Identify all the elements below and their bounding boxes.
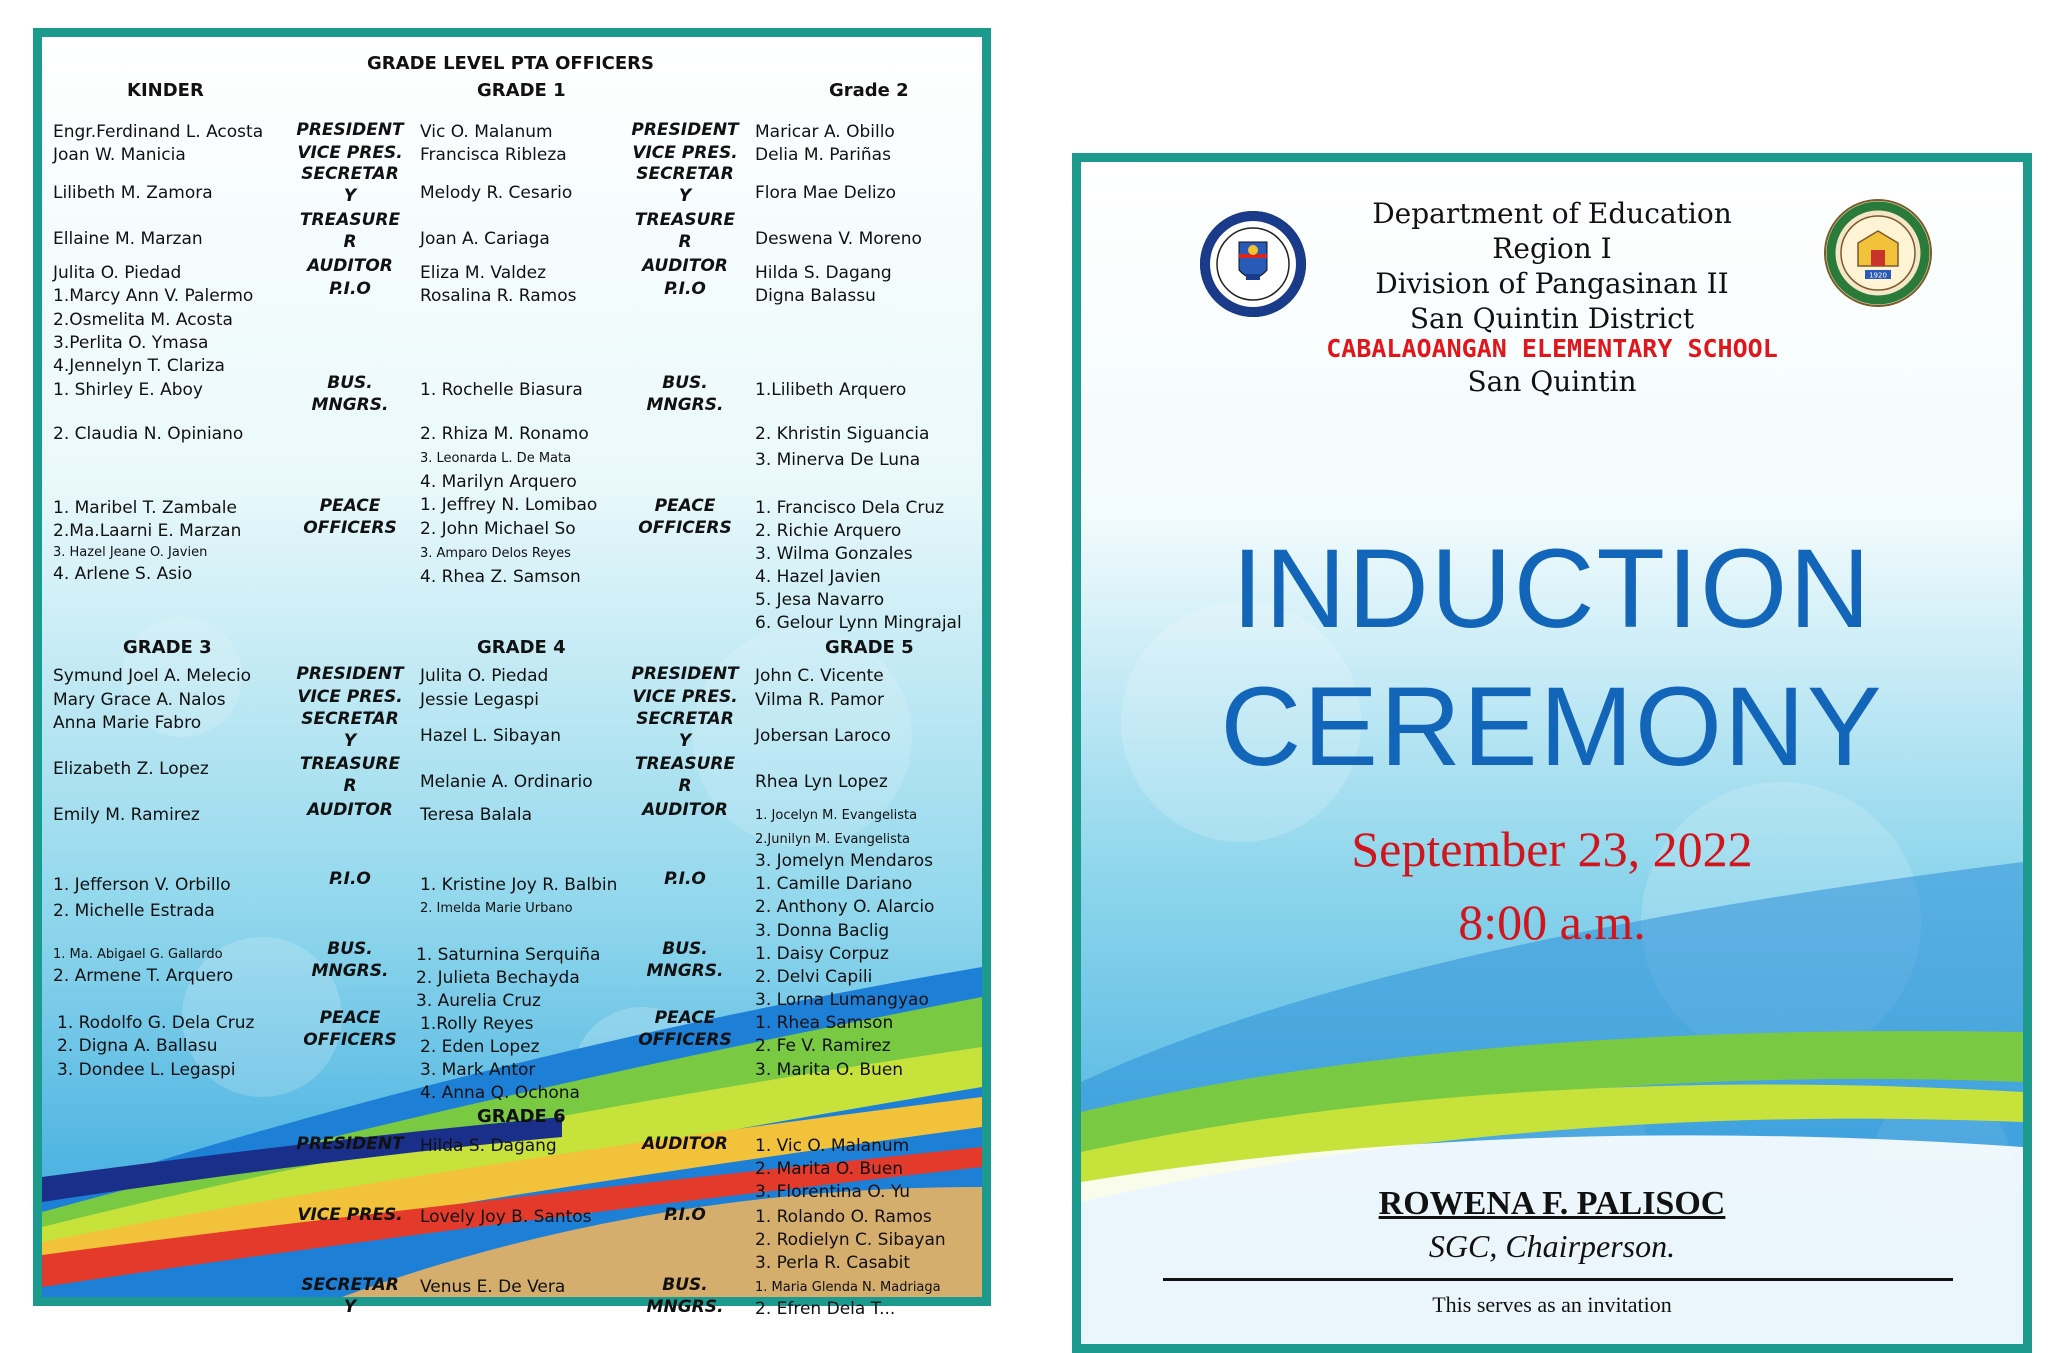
grade1-treasurer: Joan A. Cariaga (420, 229, 550, 249)
grade1-bus-1: 1. Rochelle Biasura (420, 380, 583, 400)
grade1-bus-2: 2. Rhiza M. Ronamo (420, 424, 589, 444)
grade4-peace-1: 1.Rolly Reyes (420, 1014, 534, 1034)
role-secretary: SECRETAR Y (301, 709, 399, 751)
role-president: PRESIDENT (296, 664, 404, 684)
title-ceremony: CEREMONY (1220, 664, 1884, 789)
role-secretary: SECRETAR Y (636, 164, 734, 206)
grade3-bus-2: 2. Armene T. Arquero (53, 966, 234, 986)
header-line-2: Region I (1492, 232, 1612, 265)
grade4-peace-2: 2. Eden Lopez (420, 1037, 540, 1057)
grade6-pio-3: 3. Perla R. Casabit (755, 1253, 911, 1273)
kinder-bus-1: 1. Shirley E. Aboy (53, 380, 203, 400)
heading-grade3: GRADE 3 (123, 637, 212, 658)
grade2-peace-5: 5. Jesa Navarro (755, 590, 885, 610)
kinder-treasurer: Ellaine M. Marzan (53, 229, 203, 249)
kinder-peace-4: 4. Arlene S. Asio (53, 564, 193, 584)
grade5-pio-2: 2. Anthony O. Alarcio (755, 897, 935, 917)
event-time: 8:00 a.m. (1458, 894, 1646, 950)
role-bus: BUS. MNGRS. (646, 939, 724, 981)
kinder-bus-2: 2. Claudia N. Opiniano (53, 424, 244, 444)
heading-grade2: Grade 2 (829, 80, 909, 101)
role-secretary: SECRETAR Y (636, 709, 734, 751)
role-peace: PEACE OFFICERS (638, 1008, 732, 1050)
grade3-secretary: Anna Marie Fabro (53, 713, 202, 733)
grade6-bus-1: 1. Maria Glenda N. Madriaga (755, 1280, 941, 1295)
grade1-president: Vic O. Malanum (420, 122, 553, 142)
grade5-president: John C. Vicente (755, 666, 884, 686)
grade5-auditor-2: 2.Junilyn M. Evangelista (755, 832, 910, 847)
heading-grade6: GRADE 6 (477, 1106, 566, 1127)
grade4-pio-2: 2. Imelda Marie Urbano (420, 901, 573, 916)
grade4-president: Julita O. Piedad (420, 666, 549, 686)
role-auditor: AUDITOR (642, 1134, 728, 1154)
grade3-pio-2: 2. Michelle Estrada (53, 901, 215, 921)
heading-grade4: GRADE 4 (477, 637, 566, 658)
grade2-treasurer: Deswena V. Moreno (755, 229, 922, 249)
grade3-auditor: Emily M. Ramirez (53, 805, 200, 825)
signatory-role: SGC, Chairperson. (1428, 1228, 1676, 1264)
role-pio: P.I.O (329, 279, 371, 299)
grade6-president: Hilda S. Dagang (420, 1136, 557, 1156)
grade3-president: Symund Joel A. Melecio (53, 666, 252, 686)
kinder-peace-3: 3. Hazel Jeane O. Javien (53, 545, 208, 560)
role-peace: PEACE OFFICERS (303, 496, 397, 538)
kinder-secretary: Lilibeth M. Zamora (53, 183, 213, 203)
grade2-pio: Digna Balassu (755, 286, 876, 306)
role-auditor: AUDITOR (307, 256, 393, 276)
grade1-peace-1: 1. Jeffrey N. Lomibao (420, 495, 598, 515)
grade4-bus-1: 1. Saturnina Serquiña (416, 945, 601, 965)
role-bus: BUS. MNGRS. (311, 373, 389, 415)
grade6-auditor-1: 1. Vic O. Malanum (755, 1136, 910, 1156)
grade5-auditor-1: 1. Jocelyn M. Evangelista (755, 808, 918, 823)
grade4-treasurer: Melanie A. Ordinario (420, 772, 593, 792)
kinder-pio-3: 3.Perlita O. Ymasa (53, 333, 209, 353)
grade2-bus-1: 1.Lilibeth Arquero (755, 380, 907, 400)
event-date: September 23, 2022 (1351, 821, 1753, 877)
grade2-peace-6: 6. Gelour Lynn Mingrajal (755, 613, 962, 633)
role-bus: BUS. MNGRS. (311, 939, 389, 981)
invitation-note: This serves as an invitation (1432, 1292, 1672, 1317)
grade1-peace-4: 4. Rhea Z. Samson (420, 567, 581, 587)
header-line-1: Department of Education (1372, 197, 1732, 230)
grade1-peace-2: 2. John Michael So (420, 519, 576, 539)
grade3-treasurer: Elizabeth Z. Lopez (53, 759, 209, 779)
grade5-vice: Vilma R. Pamor (755, 690, 884, 710)
role-treasurer: TREASURE R (299, 754, 401, 796)
grade1-auditor: Eliza M. Valdez (420, 263, 547, 283)
heading-grade1: GRADE 1 (477, 80, 566, 101)
grade5-pio-1: 1. Camille Dariano (755, 874, 913, 894)
grade6-vice: Lovely Joy B. Santos (420, 1207, 592, 1227)
grade3-peace-1: 1. Rodolfo G. Dela Cruz (57, 1013, 255, 1033)
grade5-auditor-3: 3. Jomelyn Mendaros (755, 851, 934, 871)
grade5-treasurer: Rhea Lyn Lopez (755, 772, 888, 792)
role-peace: PEACE OFFICERS (303, 1008, 397, 1050)
grade2-peace-1: 1. Francisco Dela Cruz (755, 498, 945, 518)
grade5-bus-3: 3. Lorna Lumangyao (755, 990, 929, 1010)
kinder-pio-4: 4.Jennelyn T. Clariza (53, 356, 225, 376)
kinder-pio-1: 1.Marcy Ann V. Palermo (53, 286, 254, 306)
role-auditor: AUDITOR (642, 256, 728, 276)
invitation-cover (1072, 153, 2032, 1353)
grade4-auditor: Teresa Balala (420, 805, 533, 825)
grade6-pio-1: 1. Rolando O. Ramos (755, 1207, 932, 1227)
kinder-auditor: Julita O. Piedad (53, 263, 182, 283)
role-president: PRESIDENT (296, 120, 404, 140)
grade6-auditor-2: 2. Marita O. Buen (755, 1159, 904, 1179)
header-block (1081, 196, 2023, 336)
signature-divider (1163, 1278, 1953, 1281)
grade4-secretary: Hazel L. Sibayan (420, 726, 561, 746)
header-line-4: San Quintin District (1409, 302, 1695, 335)
officers-title: GRADE LEVEL PTA OFFICERS (367, 53, 654, 74)
grade5-bus-2: 2. Delvi Capili (755, 967, 873, 987)
grade3-peace-2: 2. Digna A. Ballasu (57, 1036, 218, 1056)
school-name: CABALAOANGAN ELEMENTARY SCHOOL (1326, 334, 1778, 363)
grade4-pio-1: 1. Kristine Joy R. Balbin (420, 875, 618, 895)
grade6-secretary: Venus E. De Vera (420, 1277, 566, 1297)
role-auditor: AUDITOR (642, 800, 728, 820)
role-vice: VICE PRES. (632, 687, 738, 707)
role-vice: VICE PRES. (632, 143, 738, 163)
kinder-president: Engr.Ferdinand L. Acosta (53, 122, 264, 142)
role-vice: VICE PRES. (297, 143, 403, 163)
role-pio: P.I.O (664, 279, 706, 299)
grade1-pio: Rosalina R. Ramos (420, 286, 577, 306)
role-secretary: SECRETAR Y (301, 1275, 399, 1317)
grade2-peace-4: 4. Hazel Javien (755, 567, 881, 587)
role-treasurer: TREASURE R (634, 754, 736, 796)
kinder-pio-2: 2.Osmelita M. Acosta (53, 310, 233, 330)
role-auditor: AUDITOR (307, 800, 393, 820)
role-president: PRESIDENT (631, 664, 739, 684)
grade5-secretary: Jobersan Laroco (755, 726, 891, 746)
grade5-peace-3: 3. Marita O. Buen (755, 1060, 904, 1080)
grade4-bus-2: 2. Julieta Bechayda (416, 968, 580, 988)
role-treasurer: TREASURE R (299, 210, 401, 252)
role-bus: BUS. MNGRS. (646, 1275, 724, 1317)
grade4-peace-3: 3. Mark Antor (420, 1060, 536, 1080)
grade5-bus-1: 1. Daisy Corpuz (755, 944, 889, 964)
role-pio: P.I.O (664, 1205, 706, 1225)
grade1-vice: Francisca Ribleza (420, 145, 567, 165)
grade2-bus-2: 2. Khristin Siguancia (755, 424, 930, 444)
grade1-secretary: Melody R. Cesario (420, 183, 573, 203)
role-peace: PEACE OFFICERS (638, 496, 732, 538)
title-induction: INDUCTION (1231, 526, 1873, 651)
role-secretary: SECRETAR Y (301, 164, 399, 206)
kinder-vice: Joan W. Manicia (53, 145, 186, 165)
grade3-pio-1: 1. Jefferson V. Orbillo (53, 875, 231, 895)
grade1-bus-3: 3. Leonarda L. De Mata (420, 451, 572, 466)
grade3-bus-1: 1. Ma. Abigael G. Gallardo (53, 947, 223, 962)
grade3-peace-3: 3. Dondee L. Legaspi (57, 1060, 236, 1080)
signatory-name: ROWENA F. PALISOC (1378, 1185, 1726, 1222)
grade2-peace-3: 3. Wilma Gonzales (755, 544, 913, 564)
heading-grade5: GRADE 5 (825, 637, 914, 658)
role-pio: P.I.O (329, 869, 371, 889)
grade1-peace-3: 3. Amparo Delos Reyes (420, 546, 571, 561)
kinder-peace-1: 1. Maribel T. Zambale (53, 498, 237, 518)
grade4-bus-3: 3. Aurelia Cruz (416, 991, 541, 1011)
role-pio: P.I.O (664, 869, 706, 889)
officers-panel (33, 28, 991, 1319)
grade5-peace-1: 1. Rhea Samson (755, 1013, 894, 1033)
header-line-3: Division of Pangasinan II (1375, 267, 1729, 300)
grade6-pio-2: 2. Rodielyn C. Sibayan (755, 1230, 946, 1250)
grade2-president: Maricar A. Obillo (755, 122, 895, 142)
grade5-peace-2: 2. Fe V. Ramirez (755, 1036, 891, 1056)
role-vice: VICE PRES. (297, 1205, 403, 1225)
grade2-bus-3: 3. Minerva De Luna (755, 450, 921, 470)
grade2-auditor: Hilda S. Dagang (755, 263, 892, 283)
role-treasurer: TREASURE R (634, 210, 736, 252)
role-president: PRESIDENT (296, 1134, 404, 1154)
role-president: PRESIDENT (631, 120, 739, 140)
kinder-peace-2: 2.Ma.Laarni E. Marzan (53, 521, 242, 541)
grade4-vice: Jessie Legaspi (420, 690, 539, 710)
grade2-vice: Delia M. Pariñas (755, 145, 891, 165)
grade6-bus-2: 2. Efren Dela T... (755, 1299, 896, 1319)
school-seal-year: 1920 (1869, 271, 1887, 280)
town-name: San Quintin (1467, 365, 1637, 398)
grade2-peace-2: 2. Richie Arquero (755, 521, 902, 541)
role-bus: BUS. MNGRS. (646, 373, 724, 415)
grade4-peace-4: 4. Anna Q. Ochona (420, 1083, 580, 1103)
heading-kinder: KINDER (127, 80, 204, 101)
grade1-bus-4: 4. Marilyn Arquero (420, 472, 577, 492)
role-vice: VICE PRES. (297, 687, 403, 707)
grade6-auditor-3: 3. Florentina O. Yu (755, 1182, 911, 1202)
grade5-pio-3: 3. Donna Baclig (755, 921, 890, 941)
grade3-vice: Mary Grace A. Nalos (53, 690, 226, 710)
grade2-secretary: Flora Mae Delizo (755, 183, 896, 203)
